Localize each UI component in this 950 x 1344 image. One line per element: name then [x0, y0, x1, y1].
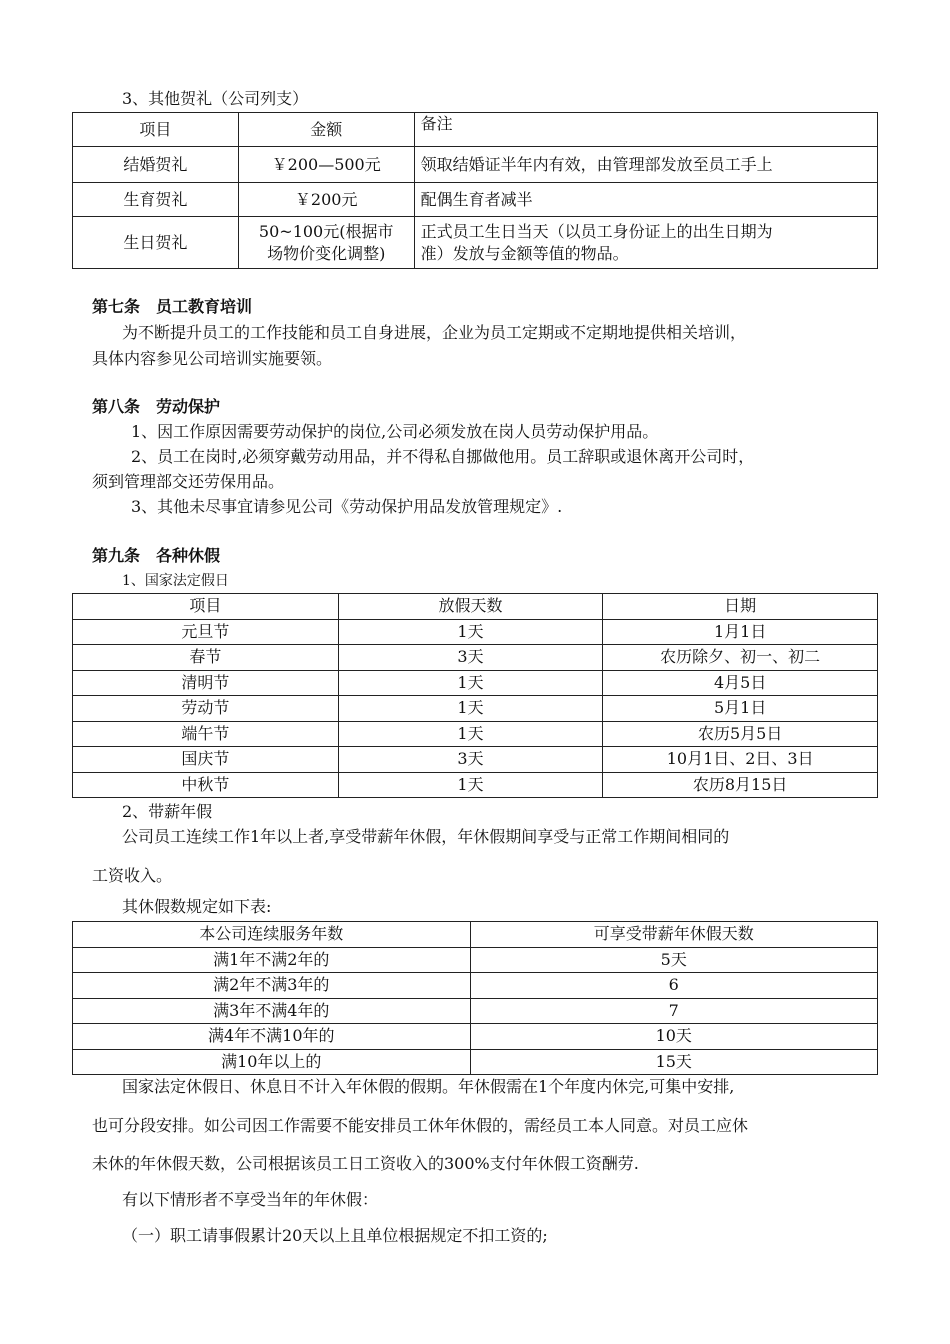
table-cell: 10月1日、2日、3日	[603, 747, 878, 773]
column-header: 日期	[603, 594, 878, 620]
table-cell: 3天	[338, 645, 603, 671]
table-row	[73, 217, 878, 269]
gifts-heading: 3、其他贺礼（公司列支）	[122, 89, 309, 108]
table-cell: 满10年以上的	[73, 1049, 471, 1075]
gift-amount-line: 50~100元(根据市	[258, 221, 394, 241]
table-cell: 满1年不满2年的	[73, 947, 471, 973]
table-cell: 1天	[338, 696, 603, 722]
column-header: 可享受带薪年休假天数	[470, 922, 878, 948]
table-row	[73, 147, 878, 183]
table-cell: 1天	[338, 619, 603, 645]
article8-title: 第八条 劳动保护	[92, 397, 221, 416]
table-cell: 1天	[338, 670, 603, 696]
table-cell: 元旦节	[73, 619, 339, 645]
table-cell: 农历8月15日	[603, 772, 878, 798]
list-item: （一）职工请事假累计20天以上且单位根据规定不扣工资的;	[122, 1226, 548, 1245]
gift-note: 配偶生育者减半	[414, 183, 877, 217]
paragraph-line: 未休的年休假天数，公司根据该员工日工资收入的300%支付年休假工资酬劳.	[92, 1154, 639, 1173]
table-row	[73, 973, 878, 999]
paragraph-line: 国家法定休假日、休息日不计入年休假的假期。年休假需在1个年度内休完,可集中安排,	[122, 1077, 735, 1096]
table-row	[73, 947, 878, 973]
gift-note-line: 准）发放与金额等值的物品。	[420, 243, 629, 263]
article7-title: 第七条 员工教育培训	[92, 297, 253, 316]
table-cell: 5天	[470, 947, 878, 973]
table-cell: 6	[470, 973, 878, 999]
table-row	[73, 747, 878, 773]
table-cell: 劳动节	[73, 696, 339, 722]
paragraph-line: 工资收入。	[92, 866, 173, 885]
table-row	[73, 772, 878, 798]
list-item: 3、其他未尽事宜请参见公司《劳动保护用品发放管理规定》.	[131, 497, 563, 516]
table-row	[73, 645, 878, 671]
gift-item: 生育贺礼	[73, 183, 239, 217]
list-item: 1、因工作原因需要劳动保护的岗位,公司必须发放在岗人员劳动保护用品。	[131, 422, 659, 441]
table-cell: 农历除夕、初一、初二	[603, 645, 878, 671]
gift-amount: ￥200元	[238, 183, 414, 217]
table-cell: 1月1日	[603, 619, 878, 645]
gift-note	[414, 217, 877, 269]
gift-note-line: 正式员工生日当天（以员工身份证上的出生日期为	[420, 221, 773, 241]
table-cell: 1天	[338, 772, 603, 798]
table-cell: 1天	[338, 721, 603, 747]
gift-amount: ￥200—500元	[238, 147, 414, 183]
table-row	[73, 998, 878, 1024]
table-header-row	[73, 594, 878, 620]
list-item-continuation: 须到管理部交还劳保用品。	[92, 472, 285, 491]
paragraph-line: 其休假数规定如下表:	[122, 897, 272, 916]
paragraph-line: 具体内容参见公司培训实施要领。	[92, 349, 333, 368]
table-cell: 中秋节	[73, 772, 339, 798]
table-row	[73, 670, 878, 696]
table-cell: 7	[470, 998, 878, 1024]
list-item: 2、员工在岗时,必须穿戴劳动用品，并不得私自挪做他用。员工辞职或退休离开公司时，	[131, 447, 755, 466]
holiday-table	[72, 593, 878, 798]
table-cell: 清明节	[73, 670, 339, 696]
column-header: 金额	[238, 113, 414, 147]
table-cell: 10天	[470, 1024, 878, 1050]
table-cell: 满2年不满3年的	[73, 973, 471, 999]
table-row	[73, 619, 878, 645]
gift-item: 生日贺礼	[73, 217, 239, 269]
column-header: 备注	[414, 113, 877, 147]
column-header: 项目	[73, 594, 339, 620]
column-header: 放假天数	[338, 594, 603, 620]
table-cell: 农历5月5日	[603, 721, 878, 747]
section-subheading: 1、国家法定假日	[122, 573, 229, 589]
table-row	[73, 1049, 878, 1075]
paragraph-line: 为不断提升员工的工作技能和员工自身进展，企业为员工定期或不定期地提供相关培训，	[122, 323, 747, 342]
paragraph-line: 也可分段安排。如公司因工作需要不能安排员工休年休假的，需经员工本人同意。对员工应休	[92, 1116, 749, 1135]
column-header: 本公司连续服务年数	[73, 922, 471, 948]
paragraph-line: 有以下情形者不享受当年的年休假：	[122, 1190, 379, 1209]
table-cell: 国庆节	[73, 747, 339, 773]
table-row	[73, 696, 878, 722]
table-row	[73, 1024, 878, 1050]
table-cell: 5月1日	[603, 696, 878, 722]
table-cell: 15天	[470, 1049, 878, 1075]
gift-item: 结婚贺礼	[73, 147, 239, 183]
table-cell: 满3年不满4年的	[73, 998, 471, 1024]
gift-amount	[238, 217, 414, 269]
table-row	[73, 183, 878, 217]
table-cell: 满4年不满10年的	[73, 1024, 471, 1050]
table-cell: 3天	[338, 747, 603, 773]
column-header: 项目	[73, 113, 239, 147]
table-cell: 端午节	[73, 721, 339, 747]
table-cell: 春节	[73, 645, 339, 671]
annual-leave-table	[72, 921, 878, 1075]
gift-amount-line: 场物价变化调整)	[267, 243, 386, 263]
gift-note: 领取结婚证半年内有效，由管理部发放至员工手上	[414, 147, 877, 183]
paragraph-line: 公司员工连续工作1年以上者,享受带薪年休假，年休假期间享受与正常工作期间相同的	[122, 827, 730, 846]
table-header-row	[73, 922, 878, 948]
table-cell: 4月5日	[603, 670, 878, 696]
table-header-row	[73, 113, 878, 147]
section-subheading: 2、带薪年假	[122, 802, 213, 821]
gifts-table	[72, 112, 878, 269]
table-row	[73, 721, 878, 747]
article9-title: 第九条 各种休假	[92, 546, 221, 565]
